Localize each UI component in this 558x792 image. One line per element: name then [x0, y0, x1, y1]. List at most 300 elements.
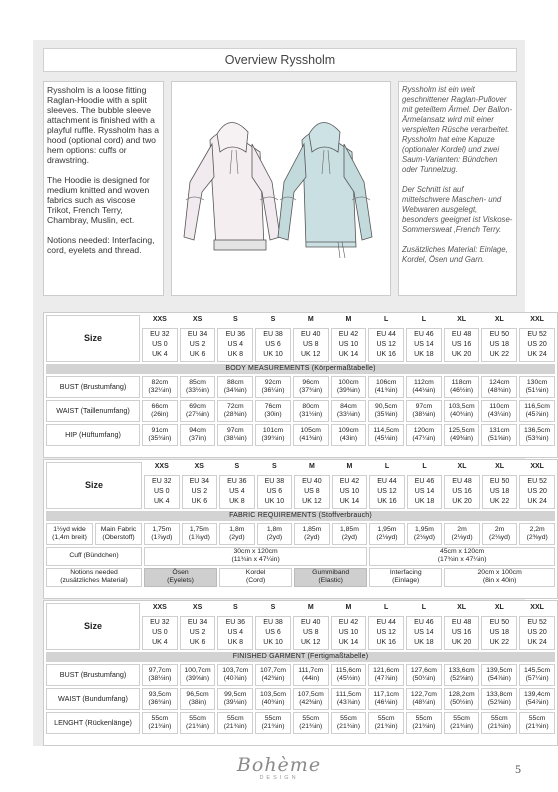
measurement-cell: 55cm (21¾in): [519, 712, 555, 734]
size-code-uk: UK 16: [376, 639, 396, 646]
measurement-cell: 66cm (26in): [142, 400, 178, 422]
size-code-us: US 20: [527, 341, 547, 348]
measurement-cell: 127,6cm (50¼in): [406, 664, 442, 686]
measurement-cell: 55cm (21¾in): [406, 712, 442, 734]
size-code-us: US 0: [152, 341, 168, 348]
size-codes-cell: [144, 475, 180, 509]
measurement-cell: 145,5cm (57¼in): [519, 664, 555, 686]
size-codes-cell: [519, 616, 555, 650]
measurement-cell: 69cm (27⅛in): [180, 400, 216, 422]
size-code-eu: EU 40: [301, 331, 321, 338]
size-code-eu: EU 52: [527, 331, 547, 338]
size-code-uk: UK 8: [229, 498, 245, 505]
size-code-eu: EU 48: [451, 619, 472, 626]
size-letter: XL: [457, 316, 467, 324]
size-code-eu: EU 52: [527, 478, 547, 485]
measurement-cell: 136,5cm (53¾in): [519, 424, 555, 446]
measurement-cell: 112cm (44⅛in): [406, 376, 442, 398]
notion-eyelets: Ösen (Eyelets): [144, 568, 217, 587]
size-code-uk: UK 20: [451, 351, 472, 358]
size-code-uk: UK 12: [302, 498, 322, 505]
cuff-label: Cuff (Bündchen): [46, 547, 142, 566]
size-letters-row: [46, 315, 555, 326]
brand-logo: [0, 754, 558, 781]
size-code-uk: UK 18: [414, 639, 434, 646]
size-letter: M: [345, 316, 352, 324]
measurement-cell: 99,5cm (39⅛in): [217, 688, 253, 710]
size-code-us: US 14: [414, 341, 434, 348]
measurement-cell: 55cm (21¾in): [481, 712, 517, 734]
measurement-cell: 111,7cm (44in): [293, 664, 329, 686]
size-code-eu: EU 48: [451, 331, 472, 338]
size-code-eu: EU 46: [414, 331, 434, 338]
size-heading: Size: [46, 603, 140, 650]
row-label: BUST (Brustumfang): [46, 664, 140, 686]
measurement-cell: 72cm (28⅜in): [217, 400, 253, 422]
size-code-us: US 8: [302, 341, 319, 348]
size-code-eu: EU 40: [301, 619, 321, 626]
size-code-uk: UK 16: [376, 351, 396, 358]
size-code-eu: EU 38: [263, 331, 283, 338]
measurement-cell: 97cm (38⅛in): [217, 424, 253, 446]
size-code-eu: EU 32: [150, 619, 170, 626]
size-codes-cell: [182, 475, 218, 509]
measurement-cell: 124cm (48¾in): [481, 376, 517, 398]
fabric-amount-cell: 1,8m (2yd): [257, 523, 293, 545]
finished-garment-band: FINISHED GARMENT (Fertigmaßtabelle): [46, 652, 555, 662]
cuff-small-sizes: 30cm x 120cm (11¾in x 47¼in): [144, 547, 367, 566]
size-code-eu: EU 46: [414, 619, 434, 626]
size-letter: S: [272, 463, 277, 471]
notion-elastic: Gummiband (Elastic): [294, 568, 367, 587]
size-letter: XXS: [154, 463, 169, 471]
size-code-us: US 12: [377, 488, 397, 495]
garment-length-row: [46, 712, 555, 734]
size-code-uk: UK 6: [189, 639, 206, 646]
size-letter: XS: [194, 463, 204, 471]
size-codes-cell: [368, 616, 404, 650]
size-code-uk: UK 22: [489, 639, 510, 646]
size-letter: XL: [457, 604, 467, 612]
size-code-uk: UK 4: [154, 498, 170, 505]
size-codes-cell: [142, 328, 178, 362]
size-heading: Size: [46, 462, 142, 509]
measurement-cell: 76cm (30in): [255, 400, 291, 422]
measurement-cell: 55cm (21¾in): [142, 712, 178, 734]
fabric-amount-cell: 1,75m (1⅞yd): [144, 523, 180, 545]
size-letter: XXS: [152, 316, 167, 324]
description-en-p1: Ryssholm is a loose fitting Raglan-Hoodie with a split sleeves. The bubble sleeve attachment is finished with a playful ruffle. Ryssholm has a hood (optional cord) and two hem options: cuffs or drawstring.: [47, 85, 160, 165]
size-codes-cell: [255, 616, 291, 650]
size-code-us: US 12: [376, 629, 396, 636]
body-measurements-grid: [44, 313, 557, 448]
size-letter: XL: [495, 463, 505, 471]
size-letter: XL: [494, 604, 504, 612]
size-code-eu: EU 40: [302, 478, 322, 485]
size-code-us: US 0: [154, 488, 170, 495]
size-code-eu: EU 38: [264, 478, 285, 485]
size-code-uk: UK 22: [489, 351, 510, 358]
measurement-cell: 55cm (21¾in): [368, 712, 404, 734]
size-letter: M: [308, 463, 315, 471]
fabric-amount-cell: 1,8m (2yd): [219, 523, 255, 545]
size-codes-cell: [331, 328, 367, 362]
size-letter: L: [384, 463, 390, 471]
fabric-band-row: [46, 511, 555, 521]
size-codes-cell: [481, 616, 517, 650]
cuff-large-sizes: 45cm x 120cm (17¾in x 47¼in): [369, 547, 555, 566]
size-code-us: US 14: [414, 488, 435, 495]
measurement-cell: 103,5cm (40¾in): [444, 400, 480, 422]
measurement-cell: 100,7cm (39⅝in): [180, 664, 216, 686]
garment-band-row: [46, 652, 555, 662]
measurement-cell: 118cm (46½in): [444, 376, 480, 398]
size-code-us: US 8: [304, 488, 320, 495]
size-code-eu: EU 34: [187, 331, 208, 338]
measurement-cell: 116,5cm (45⅞in): [519, 400, 555, 422]
page-title: Overview Ryssholm: [43, 48, 517, 72]
size-letter: XXL: [530, 316, 544, 324]
size-code-uk: UK 4: [152, 351, 168, 358]
size-code-us: US 2: [189, 629, 206, 636]
description-german: [398, 81, 517, 296]
size-letter: M: [307, 604, 314, 612]
size-letter: XXL: [530, 604, 544, 612]
size-letter: M: [345, 604, 352, 612]
size-code-eu: EU 50: [489, 478, 510, 485]
measurement-cell: 92cm (36¼in): [255, 376, 291, 398]
size-letter: L: [384, 604, 389, 612]
fabric-main-row: [46, 523, 555, 545]
size-code-eu: EU 52: [527, 619, 547, 626]
size-code-uk: UK 6: [189, 351, 206, 358]
measurement-cell: 96,5cm (38in): [180, 688, 216, 710]
description-english: [43, 81, 164, 296]
size-letter: L: [422, 463, 427, 471]
size-code-us: US 10: [338, 341, 359, 348]
notions-label: Notions needed (zusätzliches Material): [46, 568, 142, 587]
measurement-cell: 55cm (21¾in): [180, 712, 216, 734]
size-letter: S: [270, 316, 276, 324]
fabric-amount-cell: 1,75m (1⅞yd): [182, 523, 218, 545]
size-letter: S: [232, 316, 238, 324]
measurement-cell: 103,5cm (40¾in): [255, 688, 291, 710]
size-code-eu: EU 34: [189, 478, 210, 485]
main-fabric-label: Main Fabric (Oberstoff): [95, 523, 142, 545]
size-codes-cell: [519, 475, 555, 509]
size-codes-cell: [482, 475, 518, 509]
size-code-us: US 20: [527, 629, 547, 636]
row-label: LENGHT (Rückenlänge): [46, 712, 140, 734]
size-code-eu: EU 44: [377, 478, 397, 485]
size-letter: L: [421, 316, 427, 324]
measurement-cell: 93,5cm (36¾in): [142, 688, 178, 710]
size-code-us: US 6: [266, 488, 283, 495]
size-code-eu: EU 48: [452, 478, 472, 485]
measurement-cell: 103,7cm (40⅞in): [217, 664, 253, 686]
hoodie-drawstring-drawing: [278, 122, 372, 258]
description-en-p3: Notions needed: Interfacing, cord, eyelets and thread.: [47, 235, 155, 255]
size-code-us: US 8: [302, 629, 319, 636]
size-letter: S: [234, 463, 240, 471]
size-codes-cell: [444, 328, 480, 362]
page-number: 5: [515, 762, 521, 776]
row-label: WAIST (Bundumfang): [46, 688, 140, 710]
size-letter: XXL: [530, 463, 544, 471]
measurement-cell: 120cm (47¼in): [406, 424, 442, 446]
measurement-cell: 121,6cm (47⅞in): [368, 664, 404, 686]
row-label: HIP (Hüftumfang): [46, 424, 140, 446]
size-code-uk: UK 6: [191, 498, 208, 505]
size-codes-cell: [180, 616, 216, 650]
finished-garment-table: [43, 600, 558, 746]
logo-wordmark: Bohème: [236, 754, 322, 776]
measurement-cell: 80cm (31½in): [293, 400, 329, 422]
fabric-cuff-row: [46, 547, 555, 566]
fabric-requirements-grid: [44, 460, 557, 589]
size-letter: XL: [457, 463, 467, 471]
size-code-eu: EU 36: [225, 619, 246, 626]
measurement-cell: 106cm (41¾in): [368, 376, 404, 398]
size-code-uk: UK 14: [338, 639, 359, 646]
size-code-uk: UK 14: [338, 351, 359, 358]
size-code-uk: UK 20: [451, 639, 472, 646]
size-code-eu: EU 50: [489, 619, 510, 626]
size-code-us: US 16: [451, 629, 472, 636]
body-measurements-table: [43, 312, 558, 458]
size-code-us: US 16: [451, 341, 472, 348]
size-codes-cell: [294, 475, 330, 509]
measurement-cell: 96cm (37¾in): [293, 376, 329, 398]
measurement-cell: 55cm (21¾in): [255, 712, 291, 734]
measurement-cell: 111,5cm (43⅞in): [331, 688, 367, 710]
size-code-us: US 12: [376, 341, 396, 348]
description-de-p1: Ryssholm ist ein weit geschnittener Raglan-Pullover mit geteiltem Ärmel. Der Ballon-Ärmelansatz wird mit einer verspielten Rüsche verarbeitet. Ryssholm hat eine Kapuze (optionaler Kordel) und zwei Saum-Varianten: Bündchen oder Tunnelzug.: [402, 85, 513, 174]
size-codes-cell: [406, 328, 442, 362]
size-code-eu: EU 50: [489, 331, 510, 338]
size-heading: Size: [46, 315, 140, 362]
size-letters-row: [46, 603, 555, 614]
notion-cord: Kordel (Cord): [219, 568, 292, 587]
size-code-us: US 4: [227, 629, 244, 636]
size-codes-cell: [142, 616, 178, 650]
size-codes-cell: [368, 328, 404, 362]
description-de-p3: Zusätzliches Material: Einlage, Kordel, Ösen und Garn.: [402, 245, 508, 264]
fabric-amount-cell: 1,95m (2⅛yd): [369, 523, 405, 545]
row-label: WAIST (Taillenumfang): [46, 400, 140, 422]
size-codes-cell: [180, 328, 216, 362]
size-code-eu: EU 36: [225, 331, 246, 338]
size-code-uk: UK 18: [414, 498, 435, 505]
size-code-us: US 20: [527, 488, 547, 495]
size-code-uk: UK 24: [527, 498, 547, 505]
size-code-us: US 18: [489, 488, 510, 495]
description-de-p2: Der Schnitt ist auf mittelschwere Maschen- und Webwaren ausgelegt, besonders geeignet ist Viskose-Sommersweat ‚French Terry.: [402, 185, 513, 234]
measurement-cell: 84cm (33⅛in): [331, 400, 367, 422]
size-codes-cell: [481, 328, 517, 362]
measurement-cell: 128,2cm (50½in): [444, 688, 480, 710]
hoodie-illustration: [171, 81, 391, 296]
size-codes-cell: [369, 475, 405, 509]
fabric-notions-row: [46, 568, 555, 587]
size-codes-cell: [257, 475, 293, 509]
measurement-cell: 101cm (39¾in): [255, 424, 291, 446]
body-bust-row: [46, 376, 555, 398]
size-code-us: US 10: [338, 629, 359, 636]
description-en-p2: The Hoodie is designed for medium knitted and woven fabrics such as viscose Trikot, French Terry, Chambray, Muslin, ect.: [47, 175, 150, 225]
fabric-amount-cell: 1,85m (2yd): [294, 523, 330, 545]
body-waist-row: [46, 400, 555, 422]
size-code-us: US 18: [489, 341, 510, 348]
size-codes-cell: [444, 475, 480, 509]
measurement-cell: 107,7cm (42⅜in): [255, 664, 291, 686]
size-letter: M: [307, 316, 314, 324]
measurement-cell: 85cm (33½in): [180, 376, 216, 398]
measurement-cell: 97,7cm (38½in): [142, 664, 178, 686]
measurement-cell: 139,5cm (54⅞in): [481, 664, 517, 686]
size-code-eu: EU 32: [150, 331, 170, 338]
size-code-uk: UK 8: [227, 639, 244, 646]
size-code-us: US 2: [191, 488, 208, 495]
size-code-us: US 14: [414, 629, 434, 636]
measurement-cell: 110cm (43¼in): [481, 400, 517, 422]
size-code-us: US 6: [265, 629, 281, 636]
measurement-cell: 115,6cm (45½in): [331, 664, 367, 686]
size-codes-cell: [407, 475, 443, 509]
measurement-cell: 88cm (34⅝in): [217, 376, 253, 398]
body-measurements-band: BODY MEASUREMENTS (Körpermaßtabelle): [46, 364, 555, 374]
fabric-amount-cell: 2m (2⅛yd): [482, 523, 518, 545]
measurement-cell: 55cm (21¾in): [293, 712, 329, 734]
size-code-us: US 4: [227, 341, 244, 348]
size-code-uk: UK 4: [152, 639, 168, 646]
size-code-us: US 6: [265, 341, 281, 348]
measurement-cell: 109cm (43in): [331, 424, 367, 446]
size-code-uk: UK 12: [301, 351, 321, 358]
size-codes-cell: [293, 328, 329, 362]
size-code-uk: UK 10: [263, 351, 283, 358]
size-code-eu: EU 36: [227, 478, 247, 485]
size-code-us: US 16: [452, 488, 472, 495]
size-code-uk: UK 18: [414, 351, 434, 358]
fabric-amount-cell: 1,85m (2yd): [332, 523, 368, 545]
size-codes-cell: [519, 328, 555, 362]
measurement-cell: 91cm (35¾in): [142, 424, 178, 446]
measurement-cell: 90,5cm (35⅝in): [368, 400, 404, 422]
measurement-cell: 133,8cm (52⅝in): [481, 688, 517, 710]
measurement-cell: 55cm (21¾in): [217, 712, 253, 734]
size-letters-row: [46, 462, 555, 473]
size-code-eu: EU 44: [376, 331, 396, 338]
size-code-uk: UK 20: [452, 498, 472, 505]
size-code-eu: EU 42: [338, 331, 359, 338]
measurement-cell: 122,7cm (48¼in): [406, 688, 442, 710]
finished-garment-grid: [44, 601, 557, 736]
measurement-cell: 82cm (32¼in): [142, 376, 178, 398]
size-codes-cell: [444, 616, 480, 650]
size-letter: S: [232, 604, 238, 612]
size-code-uk: UK 8: [227, 351, 244, 358]
measurement-cell: 55cm (21¾in): [331, 712, 367, 734]
size-code-us: US 0: [152, 629, 168, 636]
measurement-cell: 100cm (39⅜in): [331, 376, 367, 398]
measurement-cell: 125,5cm (49⅜in): [444, 424, 480, 446]
fabric-width-label: 1½yd wide (1,4m breit): [46, 523, 93, 545]
size-code-uk: UK 12: [301, 639, 321, 646]
size-letter: L: [421, 604, 427, 612]
size-codes-cell: [331, 616, 367, 650]
size-code-eu: EU 42: [338, 619, 359, 626]
size-code-uk: UK 24: [527, 639, 547, 646]
fabric-requirements-table: [43, 459, 558, 599]
measurement-cell: 130cm (51⅛in): [519, 376, 555, 398]
size-code-eu: EU 38: [263, 619, 283, 626]
size-letter: S: [270, 604, 276, 612]
size-codes-cell: [217, 328, 253, 362]
size-code-uk: UK 14: [339, 498, 360, 505]
size-code-eu: EU 44: [376, 619, 396, 626]
size-code-us: US 4: [229, 488, 245, 495]
measurement-cell: 131cm (51⅝in): [481, 424, 517, 446]
measurement-cell: 105cm (41⅜in): [293, 424, 329, 446]
size-codes-cell: [217, 616, 253, 650]
fabric-amount-cell: 2m (2⅛yd): [444, 523, 480, 545]
size-codes-cell: [332, 475, 368, 509]
size-code-eu: EU 42: [339, 478, 360, 485]
measurement-cell: 97cm (38⅛in): [406, 400, 442, 422]
size-code-uk: UK 10: [263, 639, 283, 646]
body-band-row: [46, 364, 555, 374]
size-codes-cell: [406, 616, 442, 650]
body-hip-row: [46, 424, 555, 446]
size-code-eu: EU 46: [414, 478, 435, 485]
size-codes-cell: [293, 616, 329, 650]
garment-bust-row: [46, 664, 555, 686]
size-letter: L: [384, 316, 389, 324]
size-code-us: US 2: [189, 341, 206, 348]
size-letter: XXS: [152, 604, 167, 612]
hoodie-cuffs-drawing: [184, 122, 280, 250]
size-code-eu: EU 32: [152, 478, 172, 485]
size-code-eu: EU 34: [187, 619, 208, 626]
measurement-cell: 139,4cm (54⅞in): [519, 688, 555, 710]
size-code-uk: UK 22: [489, 498, 510, 505]
logo-subtitle: DESIGN: [259, 775, 299, 781]
measurement-cell: 133,6cm (52⅝in): [444, 664, 480, 686]
row-label: BUST (Brustumfang): [46, 376, 140, 398]
fabric-requirements-band: FABRIC REQUIREMENTS (Stoffverbrauch): [46, 511, 555, 521]
fabric-amount-cell: 1,95m (2⅛yd): [407, 523, 443, 545]
hoodie-drawings: [172, 82, 390, 295]
size-letter: XL: [494, 316, 504, 324]
measurement-cell: 107,5cm (42⅜in): [293, 688, 329, 710]
size-codes-cell: [219, 475, 255, 509]
size-code-uk: UK 24: [527, 351, 547, 358]
size-code-uk: UK 16: [377, 498, 397, 505]
measurement-cell: 117,1cm (46⅛in): [368, 688, 404, 710]
size-letter: XS: [192, 316, 203, 324]
garment-waist-row: [46, 688, 555, 710]
size-code-uk: UK 10: [264, 498, 285, 505]
size-letter: XS: [192, 604, 203, 612]
size-code-us: US 18: [489, 629, 510, 636]
notion-interfacing: Interfacing (Einlage): [369, 568, 442, 587]
measurement-cell: 55cm (21¾in): [444, 712, 480, 734]
measurement-cell: 94cm (37in): [180, 424, 216, 446]
interfacing-size: 20cm x 100cm (8in x 40in): [444, 568, 555, 587]
fabric-amount-cell: 2,2m (2⅜yd): [519, 523, 555, 545]
size-codes-cell: [255, 328, 291, 362]
